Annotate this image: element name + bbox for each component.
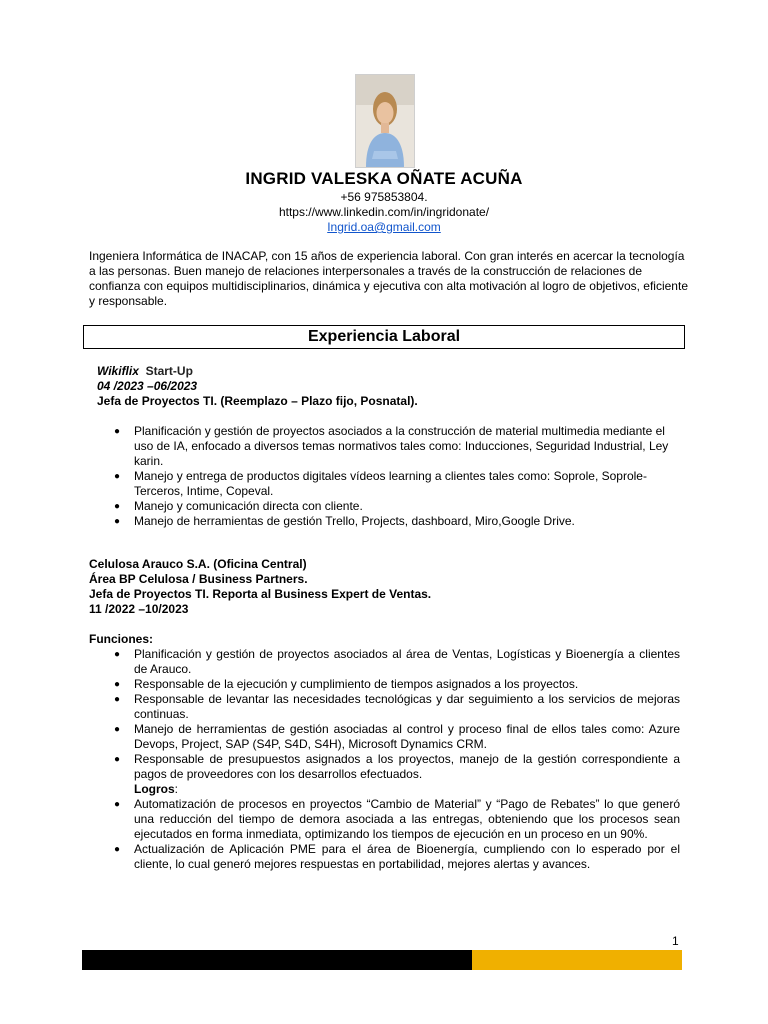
list-item: ● Responsable de levantar las necesidades tecnológicas y dar seguimiento a los servicios de mejoras continuas.	[97, 692, 680, 722]
linkedin-url[interactable]: https://www.linkedin.com/in/ingridonate/	[278, 205, 490, 219]
list-item: ● Planificación y gestión de proyectos asociados a la construcción de material multimedia mediante el uso de IA, enfocado a diversos temas normativos tales como: Inducciones, Seguridad Industrial, Ley karin.	[97, 424, 680, 469]
job-wikiflix-duties	[97, 424, 680, 529]
page-number: 1	[672, 934, 679, 948]
list-item: ● Manejo de herramientas de gestión Trello, Projects, dashboard, Miro,Google Drive.	[97, 514, 680, 529]
job-dates: 04 /2023 –06/2023	[97, 379, 198, 393]
list-item: ● Responsable de presupuestos asignados a los proyectos, manejo de la gestión correspondiente a pagos de proveedores con los desarrollos efectuados.	[97, 752, 680, 782]
job-arauco-duties	[97, 647, 680, 872]
resume-header	[0, 168, 768, 235]
footer-bar-dark	[82, 950, 472, 970]
profile-photo	[355, 74, 415, 168]
job-company-line	[97, 364, 687, 379]
funciones-label: Funciones:	[89, 632, 154, 646]
professional-summary: Ingeniera Informática de INACAP, con 15 años de experiencia laboral. Con gran interés en acercar la tecnología a las personas. Buen manejo de relaciones interpersonales a través de la construcción de relaciones de confianza con equipos multidisciplinarios, dinámica y ejecutiva con alta motivación al logro de objetivos, eficiente y responsable.	[89, 249, 688, 308]
list-item: ● Manejo de herramientas de gestión asociadas al control y proceso final de ellos tales como: Azure Devops, Project, SAP (S4P, S4D, S4H), Microsoft Dynamics CRM.	[97, 722, 680, 752]
logros-heading	[97, 782, 680, 797]
phone-number: +56 975853804.	[340, 190, 428, 204]
job-company-tag: Start-Up	[145, 364, 193, 378]
list-item: ● Automatización de procesos en proyectos “Cambio de Material” y “Pago de Rebates” lo que generó una reducción del tiempo de demora asociada a las entregas, obteniendo que los procesos sean ejecutados en forma inmediata, optimizando los tiempos de ejecución en un proceso en un 90%.	[97, 797, 680, 842]
list-item: ● Manejo y entrega de productos digitales vídeos learning a clientes tales como: Soprole, Soprole-Terceros, Intime, Copeval.	[97, 469, 680, 499]
job-role: Jefa de Proyectos TI. (Reemplazo – Plazo fijo, Posnatal).	[97, 394, 418, 408]
section-title-experiencia: Experiencia Laboral	[83, 325, 685, 349]
logros-label: Logros	[134, 782, 175, 796]
footer-bar-gold	[472, 950, 682, 970]
logros-colon: :	[174, 782, 179, 796]
list-item: ● Actualización de Aplicación PME para el área de Bioenergía, cumpliendo con lo esperado por el cliente, lo cual generó mejores respuestas en portabilidad, mejores alertas y avances.	[97, 842, 680, 872]
full-name: INGRID VALESKA OÑATE ACUÑA	[245, 169, 523, 188]
job-area: Área BP Celulosa / Business Partners.	[89, 572, 308, 586]
job-company: Celulosa Arauco S.A. (Oficina Central)	[89, 557, 307, 571]
job-role: Jefa de Proyectos TI. Reporta al Business Expert de Ventas.	[89, 587, 432, 601]
list-item: ● Planificación y gestión de proyectos asociados al área de Ventas, Logísticas y Bioenergía a clientes de Arauco.	[97, 647, 680, 677]
job-arauco	[89, 557, 689, 617]
job-wikiflix	[97, 364, 687, 409]
email-link[interactable]: Ingrid.oa@gmail.com	[327, 220, 441, 234]
job-company: Wikiflix	[97, 364, 139, 378]
job-dates: 11 /2022 –10/2023	[89, 602, 189, 616]
list-item: ● Responsable de la ejecución y cumplimiento de tiempos asignados a los proyectos.	[97, 677, 680, 692]
list-item: ● Manejo y comunicación directa con cliente.	[97, 499, 680, 514]
